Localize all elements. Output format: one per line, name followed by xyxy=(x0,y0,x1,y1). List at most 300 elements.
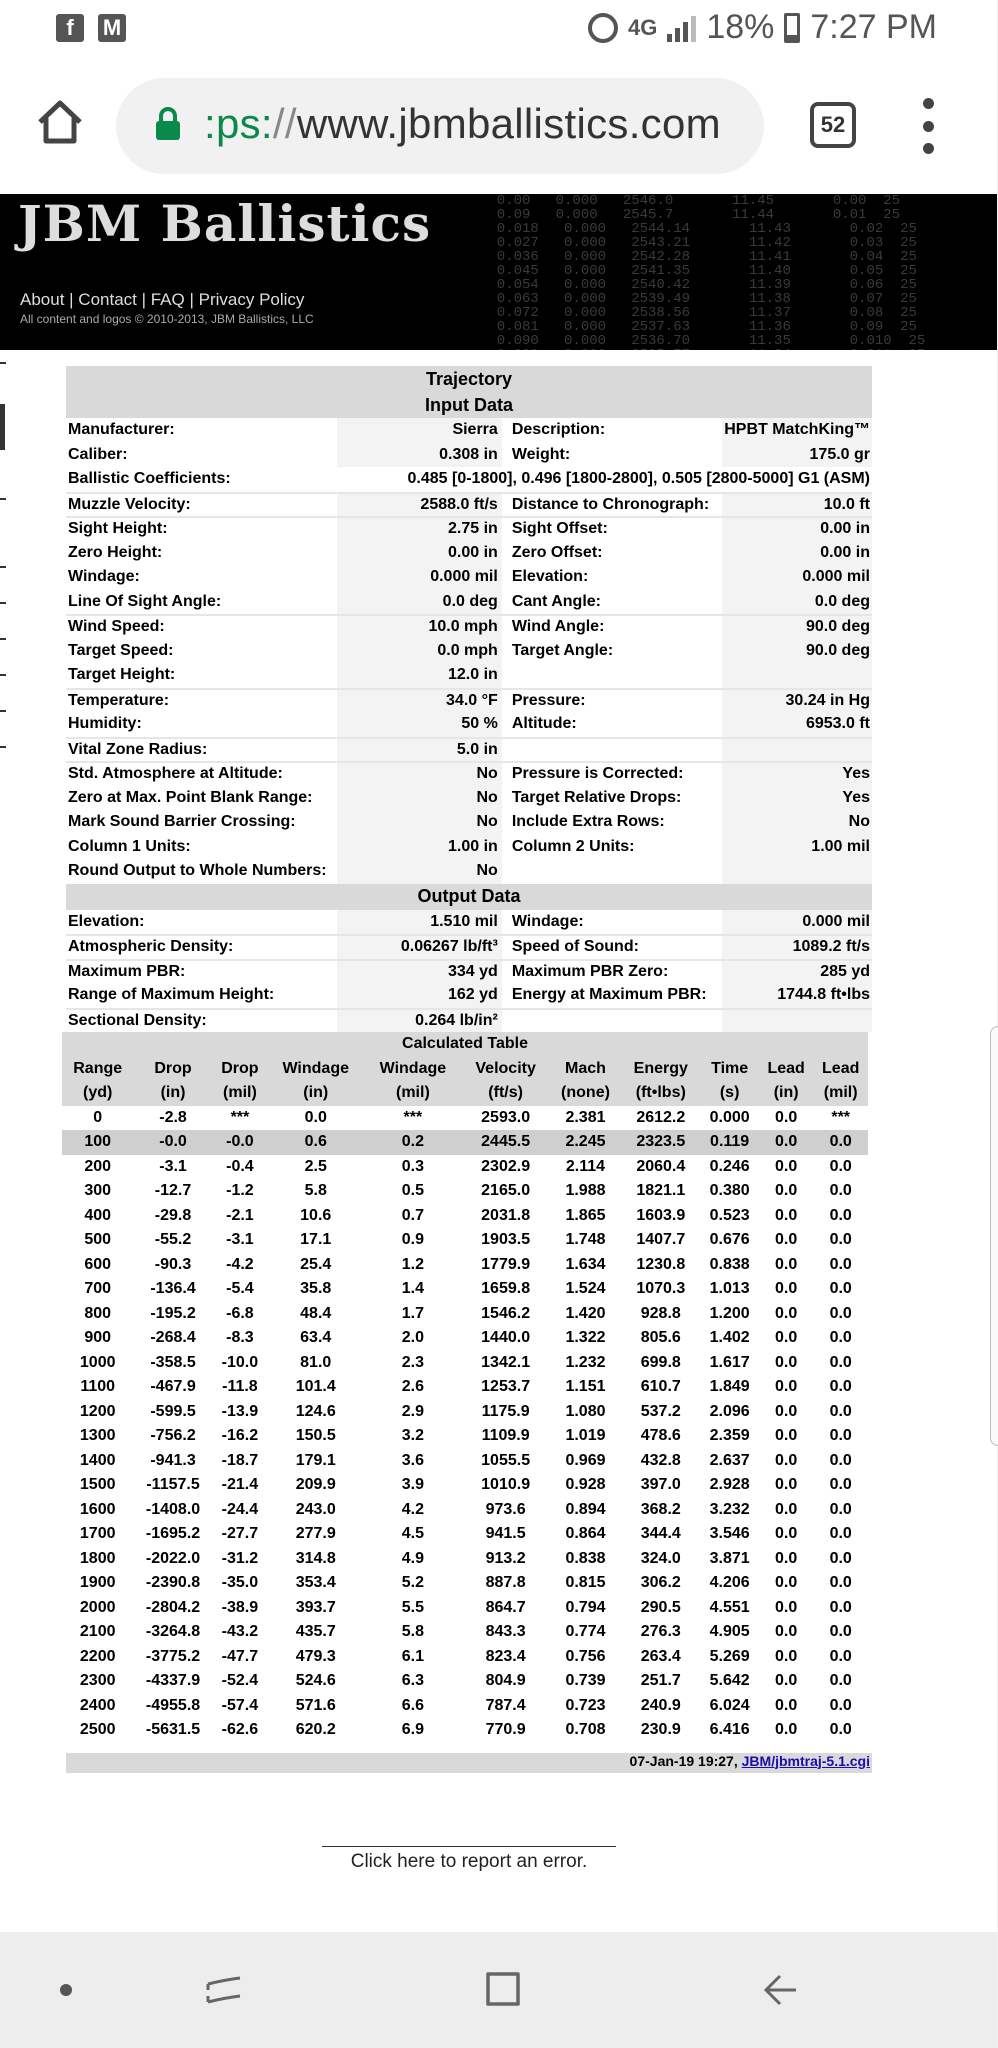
table-cell: 276.3 xyxy=(640,1623,681,1641)
field-value: 10.0 ft xyxy=(722,492,872,517)
table-cell: -268.4 xyxy=(150,1329,196,1347)
url-text[interactable]: :ps://www.jbmballistics.com xyxy=(204,100,721,147)
table-cell: 500 xyxy=(84,1231,112,1249)
table-cell: 1342.1 xyxy=(481,1353,531,1371)
table-cell: 887.8 xyxy=(485,1574,526,1592)
table-cell: 1010.9 xyxy=(481,1476,531,1494)
data-row xyxy=(66,737,872,762)
table-cell: 277.9 xyxy=(295,1525,336,1543)
table-cell: 5.2 xyxy=(401,1574,425,1592)
signal-icon xyxy=(667,14,696,42)
table-cell: 6.6 xyxy=(401,1696,425,1714)
table-row xyxy=(62,1351,868,1376)
home-icon[interactable] xyxy=(36,98,84,146)
table-cell: 0.0 xyxy=(775,1427,798,1445)
table-cell: 1.2 xyxy=(401,1255,425,1273)
input-output-table xyxy=(66,366,872,1032)
field-label: Energy at Maximum PBR: xyxy=(511,986,707,1004)
table-cell: 699.8 xyxy=(640,1353,681,1371)
table-cell: 48.4 xyxy=(300,1304,332,1322)
table-cell: 2300 xyxy=(79,1672,116,1690)
data-row xyxy=(66,614,872,639)
column-header: Lead xyxy=(813,1057,868,1082)
table-row xyxy=(62,1375,868,1400)
field-value: 30.24 in Hg xyxy=(722,688,872,713)
table-cell: 2.3 xyxy=(401,1353,425,1371)
table-cell: 2400 xyxy=(79,1696,116,1714)
table-row xyxy=(62,1204,868,1229)
field-value: 50 % xyxy=(337,712,502,737)
field-label xyxy=(502,663,722,688)
table-cell: 700 xyxy=(84,1280,112,1298)
field-label: Column 2 Units: xyxy=(511,837,635,855)
table-cell: -941.3 xyxy=(150,1451,196,1469)
table-cell: 1200 xyxy=(79,1402,116,1420)
field-value xyxy=(722,1008,872,1033)
field-label: Zero Height: xyxy=(68,543,163,561)
table-cell: 435.7 xyxy=(295,1623,336,1641)
table-cell: 2593.0 xyxy=(481,1108,531,1126)
field-label: Column 1 Units: xyxy=(68,837,191,855)
input-data-title: Input Data xyxy=(66,392,872,418)
column-header: Lead xyxy=(759,1057,814,1082)
column-header: Drop xyxy=(213,1057,268,1082)
table-cell: -2390.8 xyxy=(145,1574,201,1592)
table-cell: -18.7 xyxy=(221,1451,259,1469)
table-cell: 913.2 xyxy=(485,1549,526,1567)
ballistic-coefficients-value: 0.485 [0-1800], 0.496 [1800-2800], 0.505 [2800-5000] G1 (ASM) xyxy=(407,470,870,488)
table-cell: -52.4 xyxy=(221,1672,259,1690)
table-cell: 230.9 xyxy=(640,1721,681,1739)
site-header xyxy=(0,194,997,350)
table-cell: -0.0 xyxy=(133,1130,212,1155)
data-row xyxy=(66,541,872,566)
table-cell: 368.2 xyxy=(640,1500,681,1518)
table-cell: 209.9 xyxy=(295,1476,336,1494)
field-label: Manufacturer: xyxy=(68,421,175,439)
table-cell: -1157.5 xyxy=(146,1476,200,1494)
tab-switcher-button[interactable]: 52 xyxy=(810,102,856,148)
table-row xyxy=(62,1179,868,1204)
table-cell: -62.6 xyxy=(221,1721,259,1739)
table-cell: -27.7 xyxy=(221,1525,259,1543)
table-cell: 240.9 xyxy=(640,1696,681,1714)
table-cell: 1.4 xyxy=(401,1280,425,1298)
table-cell: 263.4 xyxy=(640,1647,681,1665)
table-cell: 1546.2 xyxy=(481,1304,531,1322)
field-value: 5.0 in xyxy=(337,737,502,762)
column-unit: (ft/s) xyxy=(461,1081,549,1106)
column-header: Range xyxy=(62,1057,133,1082)
data-row xyxy=(66,418,872,443)
table-cell: 2.359 xyxy=(709,1427,750,1445)
table-cell: 5.5 xyxy=(401,1598,425,1616)
scroll-indicator[interactable] xyxy=(990,1026,998,1446)
table-cell: 1070.3 xyxy=(636,1280,686,1298)
table-cell: 2.5 xyxy=(304,1157,327,1175)
page-content xyxy=(0,350,997,1932)
table-cell: 524.6 xyxy=(295,1672,336,1690)
table-cell: 537.2 xyxy=(640,1402,681,1420)
table-cell: 2.928 xyxy=(709,1476,750,1494)
column-unit: (yd) xyxy=(62,1081,133,1106)
field-value: 1089.2 ft/s xyxy=(722,934,872,959)
table-row xyxy=(62,1669,868,1694)
table-cell: -3264.8 xyxy=(145,1623,201,1641)
table-cell: 0.0 xyxy=(829,1329,852,1347)
table-cell: 4.206 xyxy=(709,1574,750,1592)
data-row xyxy=(66,810,872,835)
table-cell: 0.676 xyxy=(709,1231,750,1249)
field-value: 0.000 mil xyxy=(722,565,872,590)
field-value: No xyxy=(337,810,502,835)
table-cell: 2.0 xyxy=(401,1329,425,1347)
table-cell: 2445.5 xyxy=(461,1130,549,1155)
table-cell: -4.2 xyxy=(226,1255,254,1273)
table-cell: 0.723 xyxy=(565,1696,606,1714)
table-cell: 0.0 xyxy=(775,1598,798,1616)
table-cell: 610.7 xyxy=(640,1378,681,1396)
address-bar[interactable] xyxy=(116,78,764,174)
table-cell: 900 xyxy=(84,1329,112,1347)
table-cell: 1100 xyxy=(80,1378,116,1396)
field-label: Sight Offset: xyxy=(502,516,722,541)
table-row xyxy=(62,1253,868,1278)
table-cell: -1.2 xyxy=(226,1182,254,1200)
table-cell: 314.8 xyxy=(295,1549,336,1567)
table-cell: 243.0 xyxy=(295,1500,336,1518)
table-cell: 6.024 xyxy=(709,1696,750,1714)
table-cell: 4.9 xyxy=(401,1549,425,1567)
table-cell: 0.0 xyxy=(775,1353,798,1371)
table-cell: 2500 xyxy=(79,1721,116,1739)
table-cell: 6.416 xyxy=(709,1721,750,1739)
field-label: Windage: xyxy=(511,912,584,930)
table-cell: 2.096 xyxy=(709,1402,750,1420)
browser-toolbar xyxy=(0,58,997,194)
field-value: 0.0 deg xyxy=(722,590,872,615)
data-row xyxy=(66,516,872,541)
battery-icon xyxy=(784,13,800,43)
table-row xyxy=(62,1571,868,1596)
field-label: Humidity: xyxy=(68,715,142,733)
table-cell: 0 xyxy=(93,1108,103,1126)
field-label: Range of Maximum Height: xyxy=(68,986,275,1004)
field-value: 12.0 in xyxy=(337,663,502,688)
table-cell: 0.000 xyxy=(709,1108,750,1126)
table-cell: 0.5 xyxy=(401,1182,425,1200)
table-cell: 1000 xyxy=(79,1353,116,1371)
table-cell: 0.0 xyxy=(829,1157,852,1175)
table-cell: -0.4 xyxy=(226,1157,254,1175)
left-edge-marks xyxy=(0,350,6,750)
table-cell: -5631.5 xyxy=(145,1721,201,1739)
field-value: Sierra xyxy=(337,418,502,443)
field-label: Sectional Density: xyxy=(66,1008,337,1033)
field-value: 34.0 °F xyxy=(337,688,502,713)
column-header: Windage xyxy=(267,1057,364,1082)
field-label: Muzzle Velocity: xyxy=(66,492,337,517)
field-value: No xyxy=(722,810,872,835)
table-cell: 1500 xyxy=(79,1476,116,1494)
table-cell: 1407.7 xyxy=(636,1231,686,1249)
table-cell: 0.0 xyxy=(829,1696,852,1714)
calc-title: Calculated Table xyxy=(62,1032,868,1057)
table-cell: 5.8 xyxy=(401,1623,425,1641)
table-cell: 973.6 xyxy=(485,1500,526,1518)
table-cell: 2031.8 xyxy=(481,1206,531,1224)
table-row xyxy=(62,1596,868,1621)
table-cell: 1.988 xyxy=(565,1182,606,1200)
table-cell: 3.871 xyxy=(709,1549,750,1567)
table-cell: 101.4 xyxy=(295,1378,336,1396)
field-label: Target Relative Drops: xyxy=(511,788,682,806)
table-cell: 1.865 xyxy=(565,1206,606,1224)
data-row xyxy=(66,443,872,468)
output-data-title: Output Data xyxy=(66,884,872,910)
column-unit: (mil) xyxy=(813,1081,868,1106)
recent-apps-icon[interactable] xyxy=(204,1970,244,2010)
data-row xyxy=(66,761,872,786)
table-cell: 2.245 xyxy=(550,1130,621,1155)
table-cell: 2000 xyxy=(79,1598,116,1616)
table-cell: 0.0 xyxy=(829,1525,852,1543)
field-label: Weight: xyxy=(511,445,571,463)
nav-dot-icon[interactable] xyxy=(60,1984,72,1996)
site-nav-links[interactable]: About | Contact | FAQ | Privacy Policy xyxy=(20,290,305,309)
table-cell: -4337.9 xyxy=(145,1672,201,1690)
field-label: Cant Angle: xyxy=(511,592,601,610)
table-cell: 1.420 xyxy=(565,1304,606,1322)
table-cell: 928.8 xyxy=(640,1304,681,1322)
table-cell: 0.7 xyxy=(401,1206,425,1224)
field-value: 1.00 in xyxy=(337,835,502,860)
table-cell: -16.2 xyxy=(221,1427,259,1445)
field-value: 175.0 gr xyxy=(722,443,872,468)
table-cell: 1.402 xyxy=(709,1329,750,1347)
table-cell: 2.6 xyxy=(401,1378,425,1396)
table-cell: 0.0 xyxy=(775,1157,798,1175)
home-button-icon[interactable] xyxy=(482,1968,524,2010)
table-cell: 0.0 xyxy=(829,1672,852,1690)
field-label: Std. Atmosphere at Altitude: xyxy=(66,761,337,786)
table-cell: 4.551 xyxy=(709,1598,750,1616)
jbmtraj-link[interactable]: /jbmtraj-5.1.cgi xyxy=(771,1752,870,1769)
table-cell: 0.928 xyxy=(565,1476,606,1494)
table-cell: -21.4 xyxy=(221,1476,259,1494)
table-cell: -13.9 xyxy=(221,1402,259,1420)
table-cell: -3775.2 xyxy=(145,1647,201,1665)
jbm-link[interactable]: JBM xyxy=(741,1752,772,1769)
table-cell: -136.4 xyxy=(150,1280,196,1298)
table-cell: 0.0 xyxy=(775,1647,798,1665)
table-cell: 200 xyxy=(84,1157,112,1175)
table-cell: 35.8 xyxy=(300,1280,332,1298)
field-label xyxy=(502,737,722,762)
field-value: 0.00 in xyxy=(722,541,872,566)
table-cell: 1.617 xyxy=(709,1353,750,1371)
battery-percent: 18% xyxy=(706,8,775,46)
field-label: Pressure is Corrected: xyxy=(502,761,722,786)
alarm-icon xyxy=(588,13,618,43)
table-cell: 0.0 xyxy=(829,1598,852,1616)
table-row xyxy=(62,1277,868,1302)
table-cell: -1695.2 xyxy=(145,1525,201,1543)
field-value: 0.00 in xyxy=(722,516,872,541)
table-cell: 397.0 xyxy=(640,1476,681,1494)
table-cell: 0.9 xyxy=(401,1231,425,1249)
table-cell: 0.0 xyxy=(775,1329,798,1347)
field-label: Ballistic Coefficients: xyxy=(68,470,231,488)
table-cell: 100 xyxy=(62,1130,133,1155)
network-type: 4G xyxy=(627,14,658,40)
table-cell: 0.864 xyxy=(565,1525,606,1543)
table-row xyxy=(62,1645,868,1670)
field-value: 1744.8 ft•lbs xyxy=(722,983,872,1008)
field-value: 90.0 deg xyxy=(722,639,872,664)
table-row xyxy=(62,1130,868,1155)
table-cell: 4.5 xyxy=(401,1525,425,1543)
field-value: 0.0 mph xyxy=(337,639,502,664)
field-value: 0.264 lb/in² xyxy=(337,1008,502,1033)
table-row xyxy=(62,1326,868,1351)
clock: 7:27 PM xyxy=(810,8,937,46)
field-label: Zero Offset: xyxy=(511,543,603,561)
table-cell: -5.4 xyxy=(226,1280,254,1298)
table-cell: 0.0 xyxy=(775,1304,798,1322)
table-cell: 344.4 xyxy=(640,1525,681,1543)
table-cell: 0.894 xyxy=(565,1500,606,1518)
table-cell: 823.4 xyxy=(485,1647,526,1665)
table-cell: 0.0 xyxy=(829,1451,852,1469)
table-row xyxy=(62,1155,868,1180)
overflow-menu-icon[interactable] xyxy=(918,98,938,154)
table-cell: 6.1 xyxy=(401,1647,425,1665)
table-cell: 0.0 xyxy=(829,1255,852,1273)
table-cell: -756.2 xyxy=(150,1427,196,1445)
field-label: Round Output to Whole Numbers: xyxy=(68,862,327,880)
table-cell: 1800 xyxy=(79,1549,116,1567)
field-label: Target Angle: xyxy=(511,641,614,659)
back-icon[interactable] xyxy=(760,1970,800,2010)
field-label: Elevation: xyxy=(68,912,145,930)
table-cell: 353.4 xyxy=(295,1574,336,1592)
table-cell: *** xyxy=(403,1108,423,1126)
table-cell: 0.0 xyxy=(829,1182,852,1200)
table-cell: *** xyxy=(230,1108,250,1126)
table-cell: 25.4 xyxy=(300,1255,332,1273)
table-cell: 2.637 xyxy=(709,1451,750,1469)
table-cell: 1900 xyxy=(79,1574,116,1592)
table-cell: 2.114 xyxy=(565,1157,606,1175)
column-header: Energy xyxy=(621,1057,700,1082)
status-bar xyxy=(0,0,997,58)
field-label: Line Of Sight Angle: xyxy=(68,592,222,610)
field-value: 0.000 mil xyxy=(337,565,502,590)
table-cell: 1659.8 xyxy=(481,1280,531,1298)
table-cell: -43.2 xyxy=(221,1623,259,1641)
data-row xyxy=(66,639,872,664)
trajectory-report xyxy=(66,366,872,1773)
table-cell: 251.7 xyxy=(640,1672,681,1690)
field-label: Maximum PBR Zero: xyxy=(502,959,722,984)
table-cell: 0.0 xyxy=(775,1378,798,1396)
data-row xyxy=(66,590,872,615)
field-label xyxy=(502,1008,722,1033)
table-cell: 0.0 xyxy=(829,1353,852,1371)
table-cell: 478.6 xyxy=(640,1427,681,1445)
table-cell: 1.322 xyxy=(565,1329,606,1347)
table-cell: 0.708 xyxy=(565,1721,606,1739)
column-unit: (none) xyxy=(550,1081,621,1106)
data-row xyxy=(66,859,872,884)
table-cell: 0.0 xyxy=(775,1500,798,1518)
table-row xyxy=(62,1547,868,1572)
table-cell: 0.0 xyxy=(829,1427,852,1445)
table-cell: -3.1 xyxy=(159,1157,187,1175)
table-cell: -2022.0 xyxy=(145,1549,201,1567)
table-cell: 600 xyxy=(84,1255,112,1273)
table-cell: 571.6 xyxy=(295,1696,336,1714)
table-cell: 0.838 xyxy=(709,1255,750,1273)
table-cell: 0.739 xyxy=(565,1672,606,1690)
field-label: Description: xyxy=(511,421,606,439)
field-label: Sight Height: xyxy=(66,516,337,541)
table-cell: -11.8 xyxy=(222,1378,258,1396)
trajectory-title: Trajectory xyxy=(66,366,872,392)
table-cell: 0.838 xyxy=(565,1549,606,1567)
field-value xyxy=(722,737,872,762)
table-row xyxy=(62,1449,868,1474)
data-row xyxy=(66,565,872,590)
field-label: Windage: xyxy=(68,568,140,586)
table-cell: 0.0 xyxy=(775,1549,798,1567)
table-cell: 805.6 xyxy=(640,1329,681,1347)
field-value xyxy=(722,663,872,688)
table-cell: -195.2 xyxy=(150,1304,196,1322)
table-cell: 0.815 xyxy=(565,1574,606,1592)
table-cell: -2.8 xyxy=(159,1108,187,1126)
table-cell: -24.4 xyxy=(221,1500,259,1518)
system-nav-bar xyxy=(0,1932,997,2048)
column-unit: (s) xyxy=(700,1081,758,1106)
table-cell: 6.3 xyxy=(401,1672,425,1690)
table-cell: 0.0 xyxy=(304,1108,327,1126)
table-cell: -57.4 xyxy=(221,1696,259,1714)
table-cell: 0.0 xyxy=(775,1696,798,1714)
site-logo[interactable]: JBM Ballistics xyxy=(18,194,432,253)
table-cell: 432.8 xyxy=(640,1451,681,1469)
table-cell: 1.080 xyxy=(565,1402,606,1420)
table-cell: -12.7 xyxy=(154,1182,192,1200)
table-cell: 2323.5 xyxy=(621,1130,700,1155)
table-cell: 1821.1 xyxy=(636,1182,686,1200)
table-cell: 2165.0 xyxy=(481,1182,531,1200)
calculated-table xyxy=(62,1032,868,1743)
table-cell: 2100 xyxy=(79,1623,116,1641)
table-cell: 1.232 xyxy=(565,1353,606,1371)
table-cell: 0.774 xyxy=(565,1623,606,1641)
table-cell: 0.0 xyxy=(775,1255,798,1273)
report-error-link[interactable]: Click here to report an error. xyxy=(322,1846,616,1873)
table-cell: 306.2 xyxy=(640,1574,681,1592)
field-label: Target Height: xyxy=(68,666,176,684)
table-cell: 5.8 xyxy=(304,1182,327,1200)
table-cell: 1603.9 xyxy=(636,1206,686,1224)
table-cell: 787.4 xyxy=(485,1696,526,1714)
data-row xyxy=(66,983,872,1008)
field-label: Caliber: xyxy=(68,445,128,463)
